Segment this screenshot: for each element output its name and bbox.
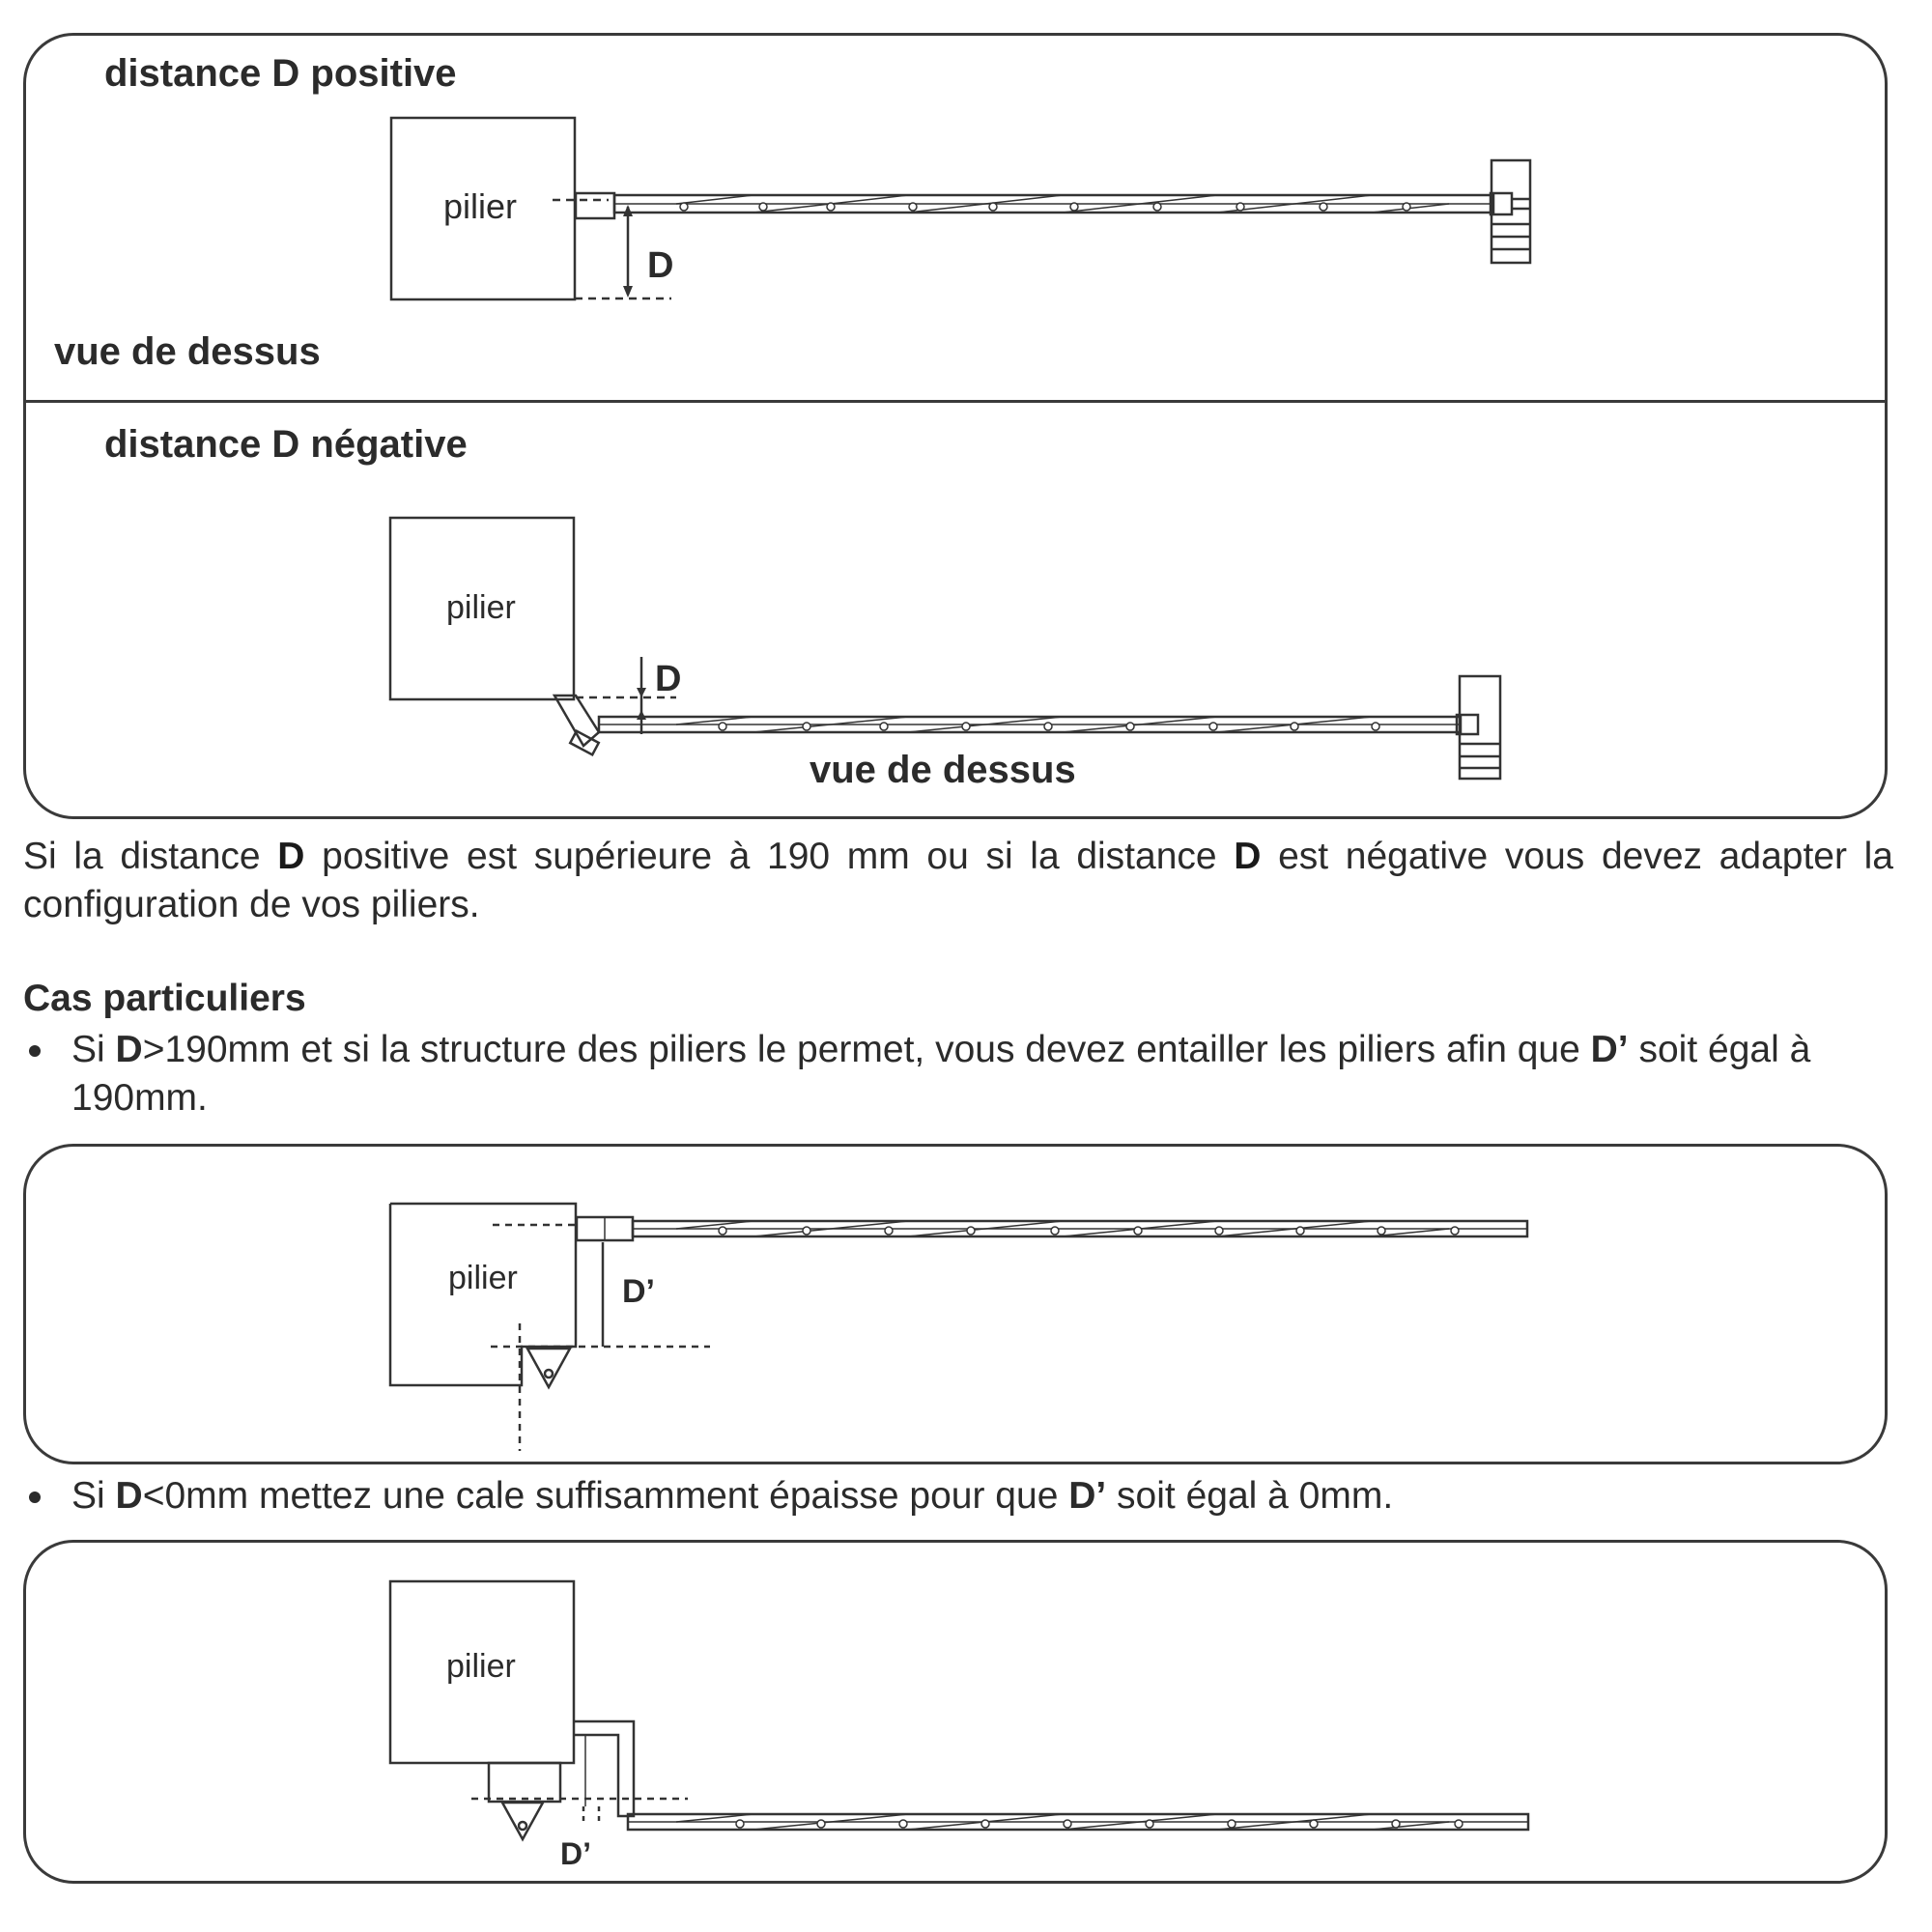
- pillar-label-4: pilier: [446, 1648, 516, 1685]
- positive-title: distance D positive: [104, 52, 457, 95]
- bullet1-text-3: soit égal à 190mm.: [71, 1029, 1811, 1119]
- special-cases-heading: Cas particuliers: [23, 978, 306, 1019]
- view-label-bottom: vue de dessus: [810, 749, 1076, 791]
- dimension-label-1: D: [647, 245, 674, 286]
- paragraph-bold-d-1: D: [277, 836, 305, 877]
- bullet-notch: [71, 1026, 1888, 1122]
- dimension-label-3: D’: [622, 1273, 655, 1310]
- end-post-2: [1460, 676, 1500, 779]
- diagram-positive: [391, 118, 1530, 299]
- bullet1-bold-1: D: [115, 1029, 143, 1070]
- bullet1-text-2: >190mm et si la structure des piliers le permet, vous devez entailler les piliers afin que: [142, 1029, 1591, 1070]
- hinge-bracket-1: [576, 193, 614, 218]
- bullet2-text-1: Si: [71, 1475, 116, 1517]
- diagram-shim: [390, 1581, 1528, 1839]
- pillar-label-1: pilier: [443, 186, 518, 226]
- paragraph-text-1: Si la distance: [23, 836, 278, 877]
- shim-bracket: [574, 1721, 634, 1816]
- diagram-notch: [390, 1204, 1527, 1451]
- paragraph-text-2: positive est supérieure à 190 mm ou si la distance: [304, 836, 1235, 877]
- motor-block-4: [489, 1763, 560, 1802]
- pillar-label-2: pilier: [446, 589, 516, 626]
- bullet2-text-3: soit égal à 0mm.: [1106, 1475, 1394, 1517]
- bullet1-text-1: Si: [71, 1029, 116, 1070]
- diagram-negative: [390, 518, 1500, 779]
- paragraph-text-3: est négative vous devez adapter la configuration de vos piliers.: [23, 836, 1893, 925]
- dimension-label-2: D: [655, 659, 682, 699]
- distance-paragraph: [23, 833, 1893, 929]
- bullet1-bold-2: D’: [1590, 1029, 1629, 1070]
- motor-symbol-3: [527, 1349, 570, 1387]
- bullet-dot-2: [29, 1492, 41, 1503]
- bullet2-bold-2: D’: [1068, 1475, 1107, 1517]
- view-label-top: vue de dessus: [54, 330, 321, 373]
- bullet2-bold-1: D: [115, 1475, 143, 1517]
- paragraph-bold-d-2: D: [1234, 836, 1262, 877]
- bullet2-text-2: <0mm mettez une cale suffisamment épaisse pour que: [142, 1475, 1069, 1517]
- bullet-shim: [71, 1472, 1888, 1520]
- pillar-label-3: pilier: [448, 1260, 518, 1296]
- negative-title: distance D négative: [104, 423, 468, 466]
- bullet-dot-1: [29, 1045, 41, 1057]
- dimension-label-4: D’: [560, 1836, 591, 1871]
